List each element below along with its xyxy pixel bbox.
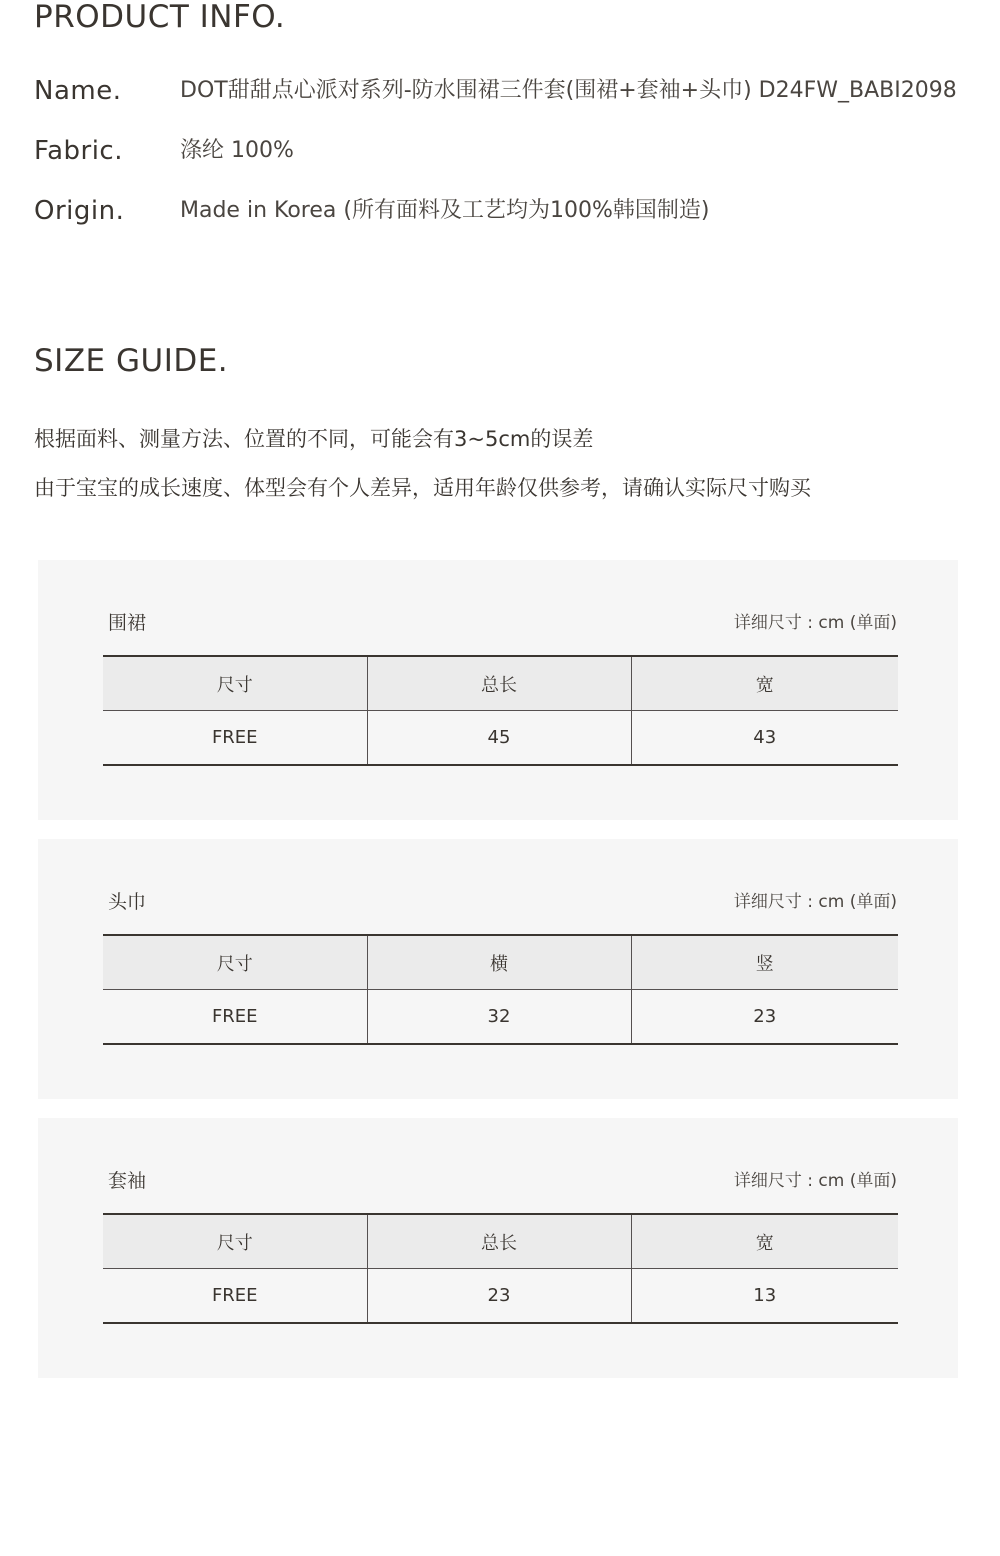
table-header-row	[103, 656, 898, 711]
table-header-row	[103, 1214, 898, 1269]
size-table	[103, 934, 898, 1045]
size-guide-note: 由于宝宝的成长速度、体型会有个人差异，适用年龄仅供参考，请确认实际尺寸购买	[34, 476, 811, 500]
size-guide-note: 根据面料、测量方法、位置的不同，可能会有3~5cm的误差	[34, 427, 594, 451]
table-cell: 13	[631, 1269, 898, 1324]
size-table	[103, 1213, 898, 1324]
card-unit-note: 详细尺寸 : cm (单面)	[733, 1171, 897, 1191]
table-header-cell: 总长	[367, 656, 631, 711]
product-info-title: PRODUCT INFO.	[34, 0, 286, 35]
table-cell: 23	[631, 990, 898, 1045]
name-label: Name.	[34, 76, 122, 106]
card-title: 围裙	[108, 612, 147, 634]
fabric-value: 涤纶 100%	[180, 138, 294, 163]
info-row-origin	[34, 194, 974, 228]
table-header-cell: 宽	[631, 656, 898, 711]
card-title: 套袖	[108, 1170, 147, 1192]
table-cell: FREE	[103, 711, 367, 766]
table-cell: 32	[367, 990, 631, 1045]
table-cell: FREE	[103, 1269, 367, 1324]
size-table	[103, 655, 898, 766]
table-row	[103, 1269, 898, 1324]
table-header-cell: 尺寸	[103, 935, 367, 990]
size-card-sleeves	[38, 1118, 958, 1378]
table-cell: 43	[631, 711, 898, 766]
table-header-cell: 尺寸	[103, 1214, 367, 1269]
table-cell: FREE	[103, 990, 367, 1045]
name-value: DOT甜甜点心派对系列-防水围裙三件套(围裙+套袖+头巾) D24FW_BABI2098	[180, 78, 957, 103]
card-unit-note: 详细尺寸 : cm (单面)	[733, 613, 897, 633]
size-guide-title: SIZE GUIDE.	[34, 343, 229, 379]
table-cell: 45	[367, 711, 631, 766]
table-cell: 23	[367, 1269, 631, 1324]
table-header-row	[103, 935, 898, 990]
info-row-fabric	[34, 134, 974, 168]
table-header-cell: 宽	[631, 1214, 898, 1269]
origin-label: Origin.	[34, 196, 125, 226]
table-header-cell: 总长	[367, 1214, 631, 1269]
table-header-cell: 尺寸	[103, 656, 367, 711]
size-card-apron	[38, 560, 958, 820]
info-row-name	[34, 74, 974, 108]
card-title: 头巾	[108, 891, 147, 913]
table-header-cell: 横	[367, 935, 631, 990]
table-row	[103, 990, 898, 1045]
origin-value: Made in Korea (所有面料及工艺均为100%韩国制造)	[180, 198, 710, 223]
table-row	[103, 711, 898, 766]
table-header-cell: 竖	[631, 935, 898, 990]
card-unit-note: 详细尺寸 : cm (单面)	[733, 892, 897, 912]
size-card-headscarf	[38, 839, 958, 1099]
fabric-label: Fabric.	[34, 136, 123, 166]
